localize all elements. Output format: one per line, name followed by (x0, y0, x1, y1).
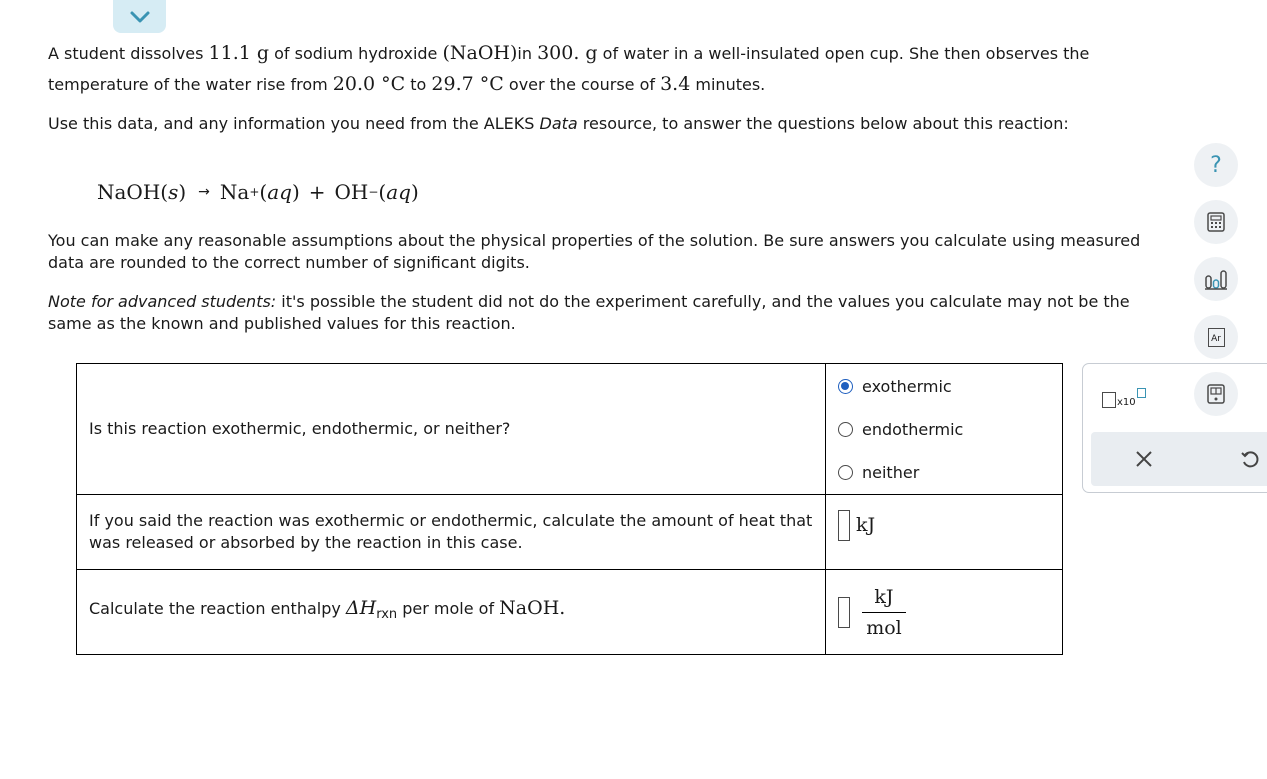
close-icon (1133, 448, 1155, 470)
answer-exo-endo (826, 364, 1063, 495)
clear-button[interactable] (1133, 448, 1155, 470)
option-label: exothermic (862, 376, 952, 396)
intro-text: of water in a well-insulated open cup. She then observes the temperature of the water rise from (48, 44, 1090, 94)
instructions-text: Use this data, and any information you need from the ALEKS (48, 114, 540, 133)
option-label: neither (862, 462, 920, 482)
undo-button[interactable] (1239, 448, 1261, 470)
plus-sign: + (308, 180, 326, 204)
naoh-mass: 11.1 g (208, 42, 270, 64)
tools-action-bar (1091, 432, 1267, 486)
rxn-subscript: rxn (376, 607, 398, 623)
calculator-button[interactable] (1194, 200, 1238, 244)
intro-text: to (405, 75, 432, 94)
radio-button-endothermic[interactable] (838, 422, 853, 437)
advanced-note (48, 291, 1148, 335)
question-table (76, 363, 1063, 655)
product-ion-hydroxide: OH (334, 180, 369, 204)
empty-box-icon (1102, 392, 1116, 408)
intro-text: minutes. (690, 75, 766, 94)
radio-button-neither[interactable] (838, 465, 853, 480)
question-enthalpy (77, 570, 826, 655)
data-book-icon (1205, 383, 1227, 405)
unit-denominator: mol (866, 616, 902, 639)
delta-h-symbol: ΔH (345, 597, 377, 620)
problem-intro (48, 38, 1148, 100)
x10-label: x10 (1117, 397, 1136, 408)
question-text: per mole of (397, 599, 500, 619)
radio-button-exothermic[interactable] (838, 379, 853, 394)
naoh-formula: NaOH (499, 597, 560, 620)
question-exo-endo: Is this reaction exothermic, endothermic, or neither? (77, 364, 826, 495)
bar-chart-icon (1204, 268, 1228, 290)
radio-option-exothermic[interactable] (838, 365, 1062, 408)
x10-button[interactable] (1102, 388, 1146, 414)
table-row (77, 495, 1063, 570)
reactant-state: s (168, 180, 179, 204)
hydroxide-state: aq (386, 180, 411, 204)
sodium-state: aq (267, 180, 292, 204)
radio-option-neither[interactable] (838, 451, 1062, 494)
reactant-formula: NaOH( (97, 180, 169, 204)
option-label: endothermic (862, 419, 964, 439)
reaction-arrow-icon: → (198, 184, 210, 200)
data-button[interactable] (1194, 372, 1238, 416)
question-mark-icon: ? (1210, 152, 1222, 178)
periodic-table-icon (1208, 328, 1225, 347)
chevron-down-icon (129, 10, 151, 24)
heat-input[interactable] (838, 510, 850, 541)
question-heat: If you said the reaction was exothermic or endothermic, calculate the amount of heat that was released or absorbed by the reaction in this case. (77, 495, 826, 570)
answer-enthalpy (826, 570, 1063, 655)
product-ion-sodium: Na (219, 180, 250, 204)
naoh-formula: (NaOH) (442, 42, 518, 64)
question-text: . (559, 597, 566, 620)
periodic-table-label: Ar (1211, 333, 1221, 344)
answer-tools-panel (1082, 363, 1267, 493)
collapse-tab[interactable] (113, 0, 166, 33)
help-button[interactable] (1194, 143, 1238, 187)
question-text: Calculate the reaction enthalpy (89, 599, 346, 619)
water-mass: 300. g (537, 42, 598, 64)
start-temperature: 20.0 °C (332, 73, 406, 95)
instructions-text: resource, to answer the questions below about this reaction: (577, 114, 1069, 133)
undo-icon (1239, 448, 1261, 470)
intro-text: of sodium hydroxide (269, 44, 443, 63)
periodic-table-button[interactable] (1194, 315, 1238, 359)
instructions (48, 113, 1148, 135)
enthalpy-unit (862, 586, 906, 639)
intro-text: in (517, 44, 538, 63)
advanced-note-text: it's possible the student did not do the experiment carefully, and the values you calculate may not be the same as the known and published values for this reaction. (48, 292, 1130, 333)
hydroxide-charge: − (368, 185, 379, 199)
duration-value: 3.4 (660, 73, 691, 95)
sodium-charge: + (249, 185, 260, 199)
heat-unit: kJ (856, 514, 876, 536)
enthalpy-input[interactable] (838, 597, 850, 628)
radio-option-endothermic[interactable] (838, 408, 1062, 451)
reaction-equation: NaOH( s ) → Na + ( aq ) + OH − ( aq ) (97, 180, 419, 204)
data-resource-label: Data (539, 114, 578, 133)
assumptions-note: You can make any reasonable assumptions about the physical properties of the solution. Be sure answers you calculate using measured data are rounded to the correct number of significant digits. (48, 231, 1141, 272)
unit-numerator: kJ (874, 585, 894, 608)
advanced-note-label: Note for advanced students: (48, 292, 277, 311)
table-row (77, 364, 1063, 495)
table-row (77, 570, 1063, 655)
chart-button[interactable] (1194, 257, 1238, 301)
answer-heat (826, 495, 1063, 570)
end-temperature: 29.7 °C (431, 73, 504, 95)
calculator-icon (1205, 211, 1227, 233)
intro-text: A student dissolves (48, 44, 209, 63)
intro-text: over the course of (503, 75, 661, 94)
exponent-box-icon (1137, 388, 1146, 398)
